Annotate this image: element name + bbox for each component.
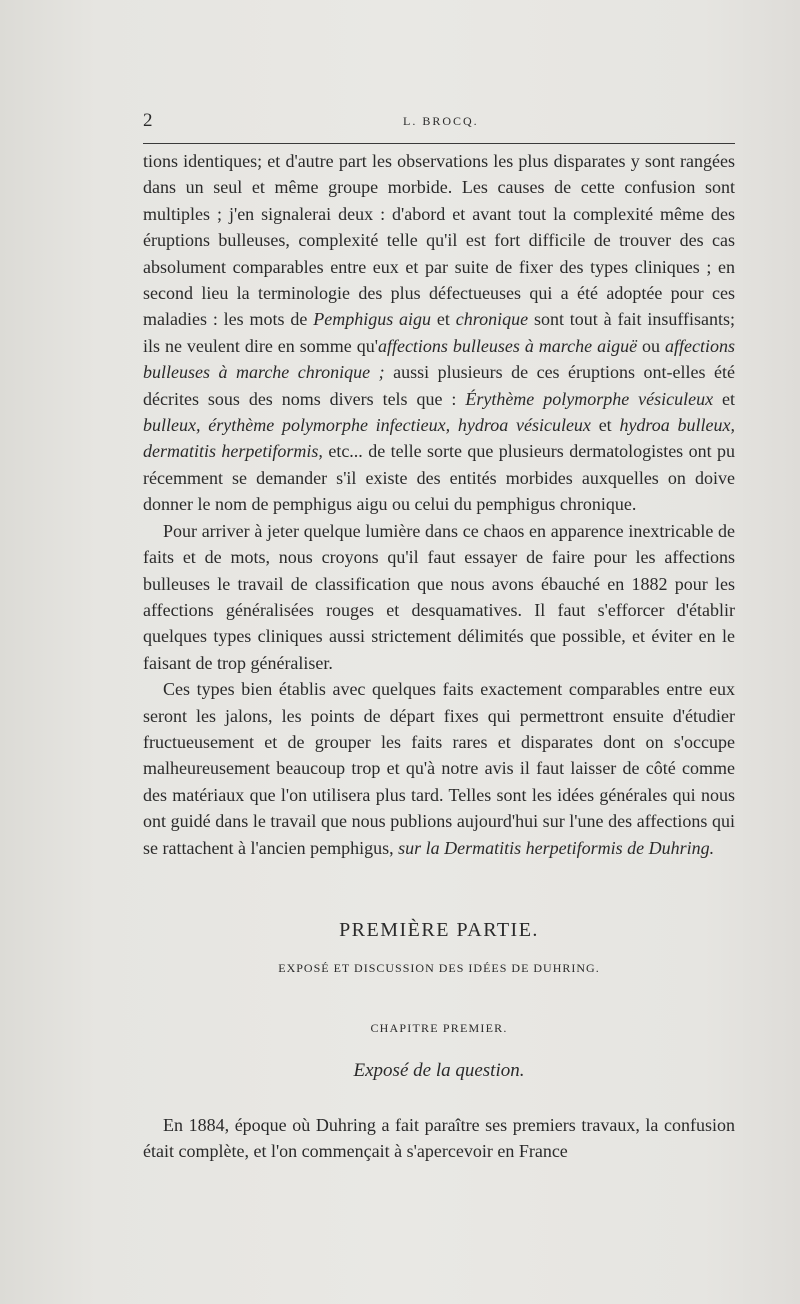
- main-text: [143, 148, 735, 861]
- chapter-text: [143, 1112, 735, 1165]
- text-run: aussi plusieurs de ces éruptions ont-elles été décrites sous des noms divers tels que :: [143, 362, 735, 409]
- text-run: tions identiques; et d'autre part les observations les plus disparates y sont rangées dans un seul et même groupe morbide. Les causes de cette confusion sont multiples ; j'en signalerai deux : d'abord et avant tout la complexité même des éruptions bulleuses, complexité telle qu'il est fort difficile de trouver des cas absolument comparables entre eux et par suite de fixer des types cliniques ; en second lieu la terminologie des plus défectueuses qui a été adoptée pour ces maladies : les mots de: [143, 151, 735, 330]
- part-title: PREMIÈRE PARTIE.: [339, 919, 539, 941]
- running-head: L. BROCQ.: [403, 114, 479, 128]
- italic-run: bulleux, érythème polymorphe infectieux, hydroa vésiculeux: [143, 415, 591, 436]
- text-run: et: [431, 309, 456, 330]
- text-run: ou: [637, 335, 665, 356]
- chapter-label: CHAPITRE PREMIER.: [370, 1021, 508, 1035]
- header-rule: [143, 143, 735, 144]
- paragraph-1: [143, 148, 735, 518]
- text-run: Ces types bien établis avec quelques faits exactement comparables entre eux seront les jalons, les points de départ fixes qui permettront ensuite d'étudier fructueusement et de grouper les faits rares et disparates dont on s'occupe malheureusement beaucoup trop et qu'à notre avis il faut laisser de côté comme des matériaux que l'on utilisera plus tard. Telles sont les idées générales qui nous ont guidé dans le travail que nous publions aujourd'hui sur l'une des affections qui se rattachent à l'ancien pemphigus,: [143, 679, 735, 858]
- chapter-title: Exposé de la question.: [353, 1060, 525, 1081]
- italic-run: Pemphigus aigu: [313, 309, 432, 330]
- part-subtitle: EXPOSÉ ET DISCUSSION DES IDÉES DE DUHRING.: [278, 961, 600, 975]
- text-run: etc... de telle sorte que plusieurs dermatologistes ont pu récemment se demander s'il existe des entités morbides auxquelles on doive donner le nom de pemphigus aigu ou celui du pemphigus chronique.: [143, 441, 736, 515]
- paragraph-2: Pour arriver à jeter quelque lumière dans ce chaos en apparence inextricable de faits et de mots, nous croyons qu'il faut essayer de faire pour les affections bulleuses le travail de classification que nous avons ébauché en 1882 pour les affections généralisées rouges et desquamatives. Il faut s'efforcer d'établir quelques types cliniques aussi strictement délimités que possible, et éviter en le faisant de trop généraliser.: [143, 520, 735, 673]
- italic-run: Érythème polymorphe vésiculeux: [465, 388, 714, 409]
- italic-run: sur la Dermatitis herpetiformis de Duhring.: [398, 837, 715, 858]
- paragraph-4: En 1884, époque où Duhring a fait paraître ses premiers travaux, la confusion était complète, et l'on commençait à s'apercevoir en France: [143, 1115, 735, 1162]
- page-number: 2: [143, 110, 153, 131]
- page-header: [143, 110, 735, 132]
- italic-run: hydroa bulleux, dermatitis herpetiformis,: [143, 415, 735, 462]
- text-run: et: [713, 388, 735, 409]
- text-run: et: [590, 415, 620, 436]
- italic-run: chronique: [455, 309, 529, 330]
- paragraph-3: [143, 676, 735, 861]
- text-run: sont tout à fait insuffisants; ils ne veulent dire en somme qu': [143, 309, 735, 356]
- italic-run: affections bulleuses à marche aiguë: [377, 335, 638, 356]
- italic-run: affections bulleuses à marche chronique ;: [143, 335, 735, 383]
